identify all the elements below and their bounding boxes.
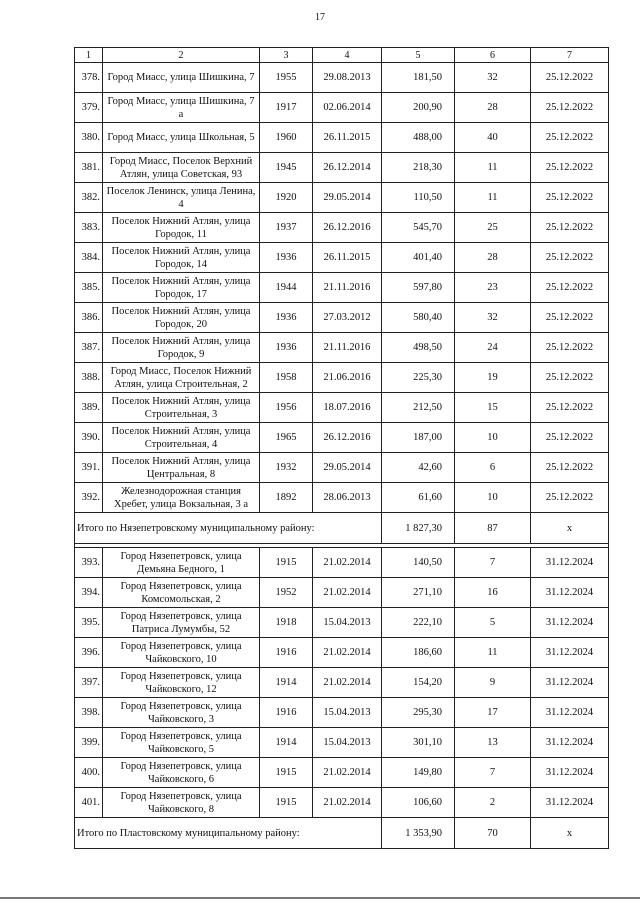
date-cell: 21.02.2014: [313, 668, 382, 698]
table-row: [75, 153, 609, 183]
deadline-cell: 25.12.2022: [531, 393, 609, 423]
year-cell: 1918: [260, 608, 313, 638]
deadline-cell: 31.12.2024: [531, 788, 609, 818]
total-deadline: х: [531, 513, 609, 544]
address-cell: Город Нязепетровск, улица Чайковского, 6: [103, 758, 260, 788]
row-number: 401.: [75, 788, 103, 818]
deadline-cell: 31.12.2024: [531, 728, 609, 758]
count-cell: 11: [455, 153, 531, 183]
year-cell: 1945: [260, 153, 313, 183]
table-row: [75, 243, 609, 273]
row-number: 393.: [75, 548, 103, 578]
date-cell: 26.12.2016: [313, 423, 382, 453]
area-cell: 401,40: [382, 243, 455, 273]
year-cell: 1937: [260, 213, 313, 243]
count-cell: 28: [455, 243, 531, 273]
year-cell: 1958: [260, 363, 313, 393]
deadline-cell: 25.12.2022: [531, 153, 609, 183]
count-cell: 28: [455, 93, 531, 123]
total-label: Итого по Пластовскому муниципальному району:: [75, 818, 382, 849]
table-row: [75, 213, 609, 243]
deadline-cell: 25.12.2022: [531, 93, 609, 123]
area-cell: 301,10: [382, 728, 455, 758]
row-number: 382.: [75, 183, 103, 213]
deadline-cell: 25.12.2022: [531, 333, 609, 363]
table-row: [75, 608, 609, 638]
count-cell: 19: [455, 363, 531, 393]
row-number: 388.: [75, 363, 103, 393]
area-cell: 106,60: [382, 788, 455, 818]
table-row: [75, 578, 609, 608]
count-cell: 6: [455, 453, 531, 483]
area-cell: 488,00: [382, 123, 455, 153]
page-bottom-divider: [0, 897, 640, 899]
address-cell: Поселок Нижний Атлян, улица Строительная, 4: [103, 423, 260, 453]
row-number: 392.: [75, 483, 103, 513]
count-cell: 32: [455, 63, 531, 93]
row-number: 394.: [75, 578, 103, 608]
total-deadline: х: [531, 818, 609, 849]
table-row: [75, 303, 609, 333]
address-cell: Поселок Нижний Атлян, улица Городок, 17: [103, 273, 260, 303]
year-cell: 1932: [260, 453, 313, 483]
year-cell: 1915: [260, 788, 313, 818]
count-cell: 24: [455, 333, 531, 363]
address-cell: Город Нязепетровск, улица Чайковского, 10: [103, 638, 260, 668]
total-row: [75, 513, 609, 544]
area-cell: 186,60: [382, 638, 455, 668]
address-cell: Город Миасс, Поселок Верхний Атлян, улица Советская, 93: [103, 153, 260, 183]
date-cell: 26.11.2015: [313, 123, 382, 153]
date-cell: 28.06.2013: [313, 483, 382, 513]
address-cell: Поселок Нижний Атлян, улица Городок, 14: [103, 243, 260, 273]
year-cell: 1917: [260, 93, 313, 123]
area-cell: 154,20: [382, 668, 455, 698]
deadline-cell: 25.12.2022: [531, 213, 609, 243]
count-cell: 17: [455, 698, 531, 728]
table-row: [75, 698, 609, 728]
table-row: [75, 63, 609, 93]
row-number: 398.: [75, 698, 103, 728]
table-row: [75, 393, 609, 423]
year-cell: 1916: [260, 698, 313, 728]
table-row: [75, 638, 609, 668]
deadline-cell: 25.12.2022: [531, 183, 609, 213]
count-cell: 13: [455, 728, 531, 758]
table-row: [75, 758, 609, 788]
deadline-cell: 25.12.2022: [531, 303, 609, 333]
date-cell: 21.11.2016: [313, 333, 382, 363]
column-header: 6: [455, 48, 531, 63]
date-cell: 21.06.2016: [313, 363, 382, 393]
year-cell: 1920: [260, 183, 313, 213]
area-cell: 61,60: [382, 483, 455, 513]
date-cell: 26.12.2014: [313, 153, 382, 183]
count-cell: 10: [455, 423, 531, 453]
year-cell: 1915: [260, 548, 313, 578]
area-cell: 580,40: [382, 303, 455, 333]
date-cell: 15.04.2013: [313, 698, 382, 728]
page-number: 17: [315, 12, 325, 23]
date-cell: 29.05.2014: [313, 183, 382, 213]
date-cell: 26.12.2016: [313, 213, 382, 243]
address-cell: Железнодорожная станция Хребет, улица Вокзальная, 3 а: [103, 483, 260, 513]
count-cell: 2: [455, 788, 531, 818]
area-cell: 597,80: [382, 273, 455, 303]
year-cell: 1892: [260, 483, 313, 513]
table-row: [75, 668, 609, 698]
area-cell: 295,30: [382, 698, 455, 728]
year-cell: 1915: [260, 758, 313, 788]
row-number: 384.: [75, 243, 103, 273]
deadline-cell: 25.12.2022: [531, 63, 609, 93]
address-cell: Город Нязепетровск, улица Чайковского, 8: [103, 788, 260, 818]
column-header-row: [75, 48, 609, 63]
deadline-cell: 25.12.2022: [531, 123, 609, 153]
address-cell: Город Нязепетровск, улица Демьяна Бедного, 1: [103, 548, 260, 578]
area-cell: 271,10: [382, 578, 455, 608]
year-cell: 1956: [260, 393, 313, 423]
address-cell: Город Нязепетровск, улица Чайковского, 5: [103, 728, 260, 758]
address-cell: Город Миасс, Поселок Нижний Атлян, улица Строительная, 2: [103, 363, 260, 393]
count-cell: 7: [455, 548, 531, 578]
area-cell: 545,70: [382, 213, 455, 243]
row-number: 389.: [75, 393, 103, 423]
year-cell: 1914: [260, 668, 313, 698]
date-cell: 21.11.2016: [313, 273, 382, 303]
area-cell: 140,50: [382, 548, 455, 578]
date-cell: 27.03.2012: [313, 303, 382, 333]
year-cell: 1952: [260, 578, 313, 608]
total-count: 87: [455, 513, 531, 544]
column-header: 5: [382, 48, 455, 63]
address-cell: Город Миасс, улица Школьная, 5: [103, 123, 260, 153]
area-cell: 181,50: [382, 63, 455, 93]
column-header: 2: [103, 48, 260, 63]
row-number: 378.: [75, 63, 103, 93]
row-number: 397.: [75, 668, 103, 698]
date-cell: 15.04.2013: [313, 608, 382, 638]
row-number: 395.: [75, 608, 103, 638]
deadline-cell: 25.12.2022: [531, 423, 609, 453]
count-cell: 5: [455, 608, 531, 638]
area-cell: 218,30: [382, 153, 455, 183]
area-cell: 149,80: [382, 758, 455, 788]
date-cell: 29.08.2013: [313, 63, 382, 93]
address-cell: Поселок Нижний Атлян, улица Строительная, 3: [103, 393, 260, 423]
count-cell: 7: [455, 758, 531, 788]
area-cell: 212,50: [382, 393, 455, 423]
row-number: 387.: [75, 333, 103, 363]
area-cell: 200,90: [382, 93, 455, 123]
area-cell: 42,60: [382, 453, 455, 483]
area-cell: 222,10: [382, 608, 455, 638]
row-number: 383.: [75, 213, 103, 243]
table-row: [75, 363, 609, 393]
count-cell: 32: [455, 303, 531, 333]
area-cell: 225,30: [382, 363, 455, 393]
address-cell: Поселок Ленинск, улица Ленина, 4: [103, 183, 260, 213]
area-cell: 187,00: [382, 423, 455, 453]
table-row: [75, 123, 609, 153]
year-cell: 1936: [260, 243, 313, 273]
date-cell: 26.11.2015: [313, 243, 382, 273]
total-area: 1 353,90: [382, 818, 455, 849]
date-cell: 21.02.2014: [313, 548, 382, 578]
year-cell: 1914: [260, 728, 313, 758]
column-header: 4: [313, 48, 382, 63]
deadline-cell: 25.12.2022: [531, 453, 609, 483]
table-row: [75, 273, 609, 303]
deadline-cell: 25.12.2022: [531, 243, 609, 273]
row-number: 380.: [75, 123, 103, 153]
table-row: [75, 728, 609, 758]
deadline-cell: 25.12.2022: [531, 273, 609, 303]
total-row: [75, 818, 609, 849]
year-cell: 1944: [260, 273, 313, 303]
column-header: 3: [260, 48, 313, 63]
deadline-cell: 25.12.2022: [531, 363, 609, 393]
year-cell: 1936: [260, 333, 313, 363]
deadline-cell: 31.12.2024: [531, 548, 609, 578]
year-cell: 1955: [260, 63, 313, 93]
address-cell: Город Миасс, улица Шишкина, 7 а: [103, 93, 260, 123]
table-row: [75, 548, 609, 578]
date-cell: 15.04.2013: [313, 728, 382, 758]
date-cell: 02.06.2014: [313, 93, 382, 123]
area-cell: 498,50: [382, 333, 455, 363]
count-cell: 25: [455, 213, 531, 243]
address-cell: Поселок Нижний Атлян, улица Городок, 20: [103, 303, 260, 333]
address-cell: Город Нязепетровск, улица Патриса Лумумбы, 52: [103, 608, 260, 638]
total-label: Итого по Нязепетровскому муниципальному району:: [75, 513, 382, 544]
area-cell: 110,50: [382, 183, 455, 213]
year-cell: 1965: [260, 423, 313, 453]
row-number: 379.: [75, 93, 103, 123]
count-cell: 9: [455, 668, 531, 698]
address-cell: Город Нязепетровск, улица Чайковского, 3: [103, 698, 260, 728]
date-cell: 18.07.2016: [313, 393, 382, 423]
table-row: [75, 483, 609, 513]
table-row: [75, 183, 609, 213]
count-cell: 40: [455, 123, 531, 153]
row-number: 399.: [75, 728, 103, 758]
address-cell: Поселок Нижний Атлян, улица Центральная, 8: [103, 453, 260, 483]
table-row: [75, 788, 609, 818]
deadline-cell: 31.12.2024: [531, 638, 609, 668]
row-number: 381.: [75, 153, 103, 183]
count-cell: 11: [455, 638, 531, 668]
row-number: 386.: [75, 303, 103, 333]
deadline-cell: 31.12.2024: [531, 668, 609, 698]
year-cell: 1960: [260, 123, 313, 153]
address-cell: Город Нязепетровск, улица Комсомольская, 2: [103, 578, 260, 608]
table-row: [75, 333, 609, 363]
row-number: 400.: [75, 758, 103, 788]
total-count: 70: [455, 818, 531, 849]
table-row: [75, 423, 609, 453]
table-row: [75, 93, 609, 123]
deadline-cell: 25.12.2022: [531, 483, 609, 513]
address-cell: Поселок Нижний Атлян, улица Городок, 11: [103, 213, 260, 243]
address-cell: Поселок Нижний Атлян, улица Городок, 9: [103, 333, 260, 363]
year-cell: 1936: [260, 303, 313, 333]
year-cell: 1916: [260, 638, 313, 668]
count-cell: 10: [455, 483, 531, 513]
deadline-cell: 31.12.2024: [531, 578, 609, 608]
row-number: 390.: [75, 423, 103, 453]
row-number: 385.: [75, 273, 103, 303]
date-cell: 21.02.2014: [313, 638, 382, 668]
date-cell: 29.05.2014: [313, 453, 382, 483]
column-header: 7: [531, 48, 609, 63]
row-number: 391.: [75, 453, 103, 483]
row-number: 396.: [75, 638, 103, 668]
deadline-cell: 31.12.2024: [531, 698, 609, 728]
count-cell: 23: [455, 273, 531, 303]
date-cell: 21.02.2014: [313, 578, 382, 608]
housing-table: [74, 47, 609, 849]
column-header: 1: [75, 48, 103, 63]
address-cell: Город Миасс, улица Шишкина, 7: [103, 63, 260, 93]
table-row: [75, 453, 609, 483]
count-cell: 11: [455, 183, 531, 213]
count-cell: 15: [455, 393, 531, 423]
date-cell: 21.02.2014: [313, 758, 382, 788]
date-cell: 21.02.2014: [313, 788, 382, 818]
deadline-cell: 31.12.2024: [531, 758, 609, 788]
address-cell: Город Нязепетровск, улица Чайковского, 12: [103, 668, 260, 698]
count-cell: 16: [455, 578, 531, 608]
deadline-cell: 31.12.2024: [531, 608, 609, 638]
total-area: 1 827,30: [382, 513, 455, 544]
